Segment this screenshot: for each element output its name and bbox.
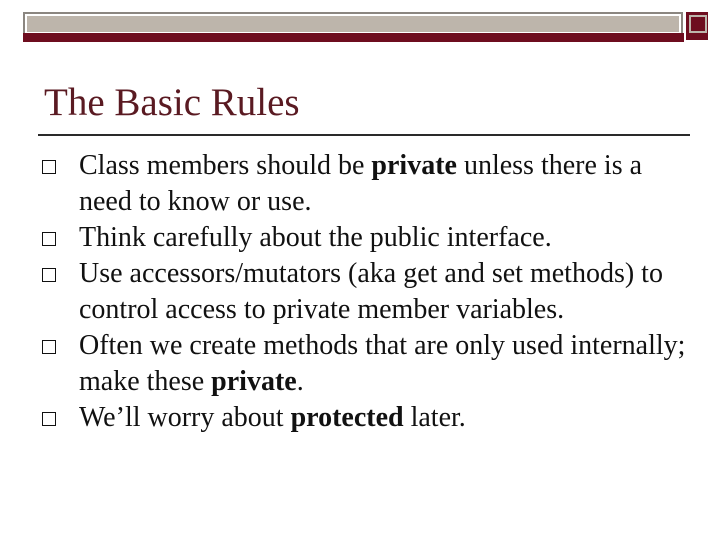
header-decoration-fill [27, 16, 679, 32]
bullet-text-part: Think carefully about the public interface. [79, 222, 552, 253]
bullet-text-part: Use accessors/mutators (aka get and set methods) to control access to private member variables. [79, 258, 663, 325]
bullet-text-part: later. [403, 402, 466, 433]
bullet-item [38, 148, 698, 220]
header-accent-line [23, 33, 684, 42]
bullet-item [38, 256, 698, 328]
bullet-text [79, 258, 663, 325]
bullet-text-part: . [296, 366, 304, 397]
hollow-square-bullet-icon [42, 340, 56, 354]
hollow-square-bullet-icon [42, 268, 56, 282]
header-corner-block [686, 12, 708, 40]
bullet-text-part: Class members should be [79, 150, 372, 181]
hollow-square-bullet-icon [42, 160, 56, 174]
bullet-item [38, 328, 698, 400]
bullet-item [38, 220, 698, 256]
bullet-item [38, 400, 698, 436]
bullet-emphasis: private [211, 366, 297, 397]
hollow-square-bullet-icon [42, 412, 56, 426]
bullet-text-part: unless there is a need to know or use. [79, 150, 643, 217]
title-divider [38, 134, 690, 136]
header-corner-square [689, 15, 707, 33]
bullet-list [38, 148, 698, 436]
bullet-text [79, 330, 685, 397]
bullet-emphasis: protected [290, 402, 404, 433]
bullet-text [79, 402, 466, 433]
slide-title: The Basic Rules [44, 81, 300, 124]
bullet-text-part: We’ll worry about [79, 402, 291, 433]
hollow-square-bullet-icon [42, 232, 56, 246]
bullet-text [79, 222, 552, 253]
bullet-text-part: Often we create methods that are only used internally; make these [79, 330, 686, 397]
bullet-text [79, 150, 642, 217]
bullet-emphasis: private [371, 150, 457, 181]
